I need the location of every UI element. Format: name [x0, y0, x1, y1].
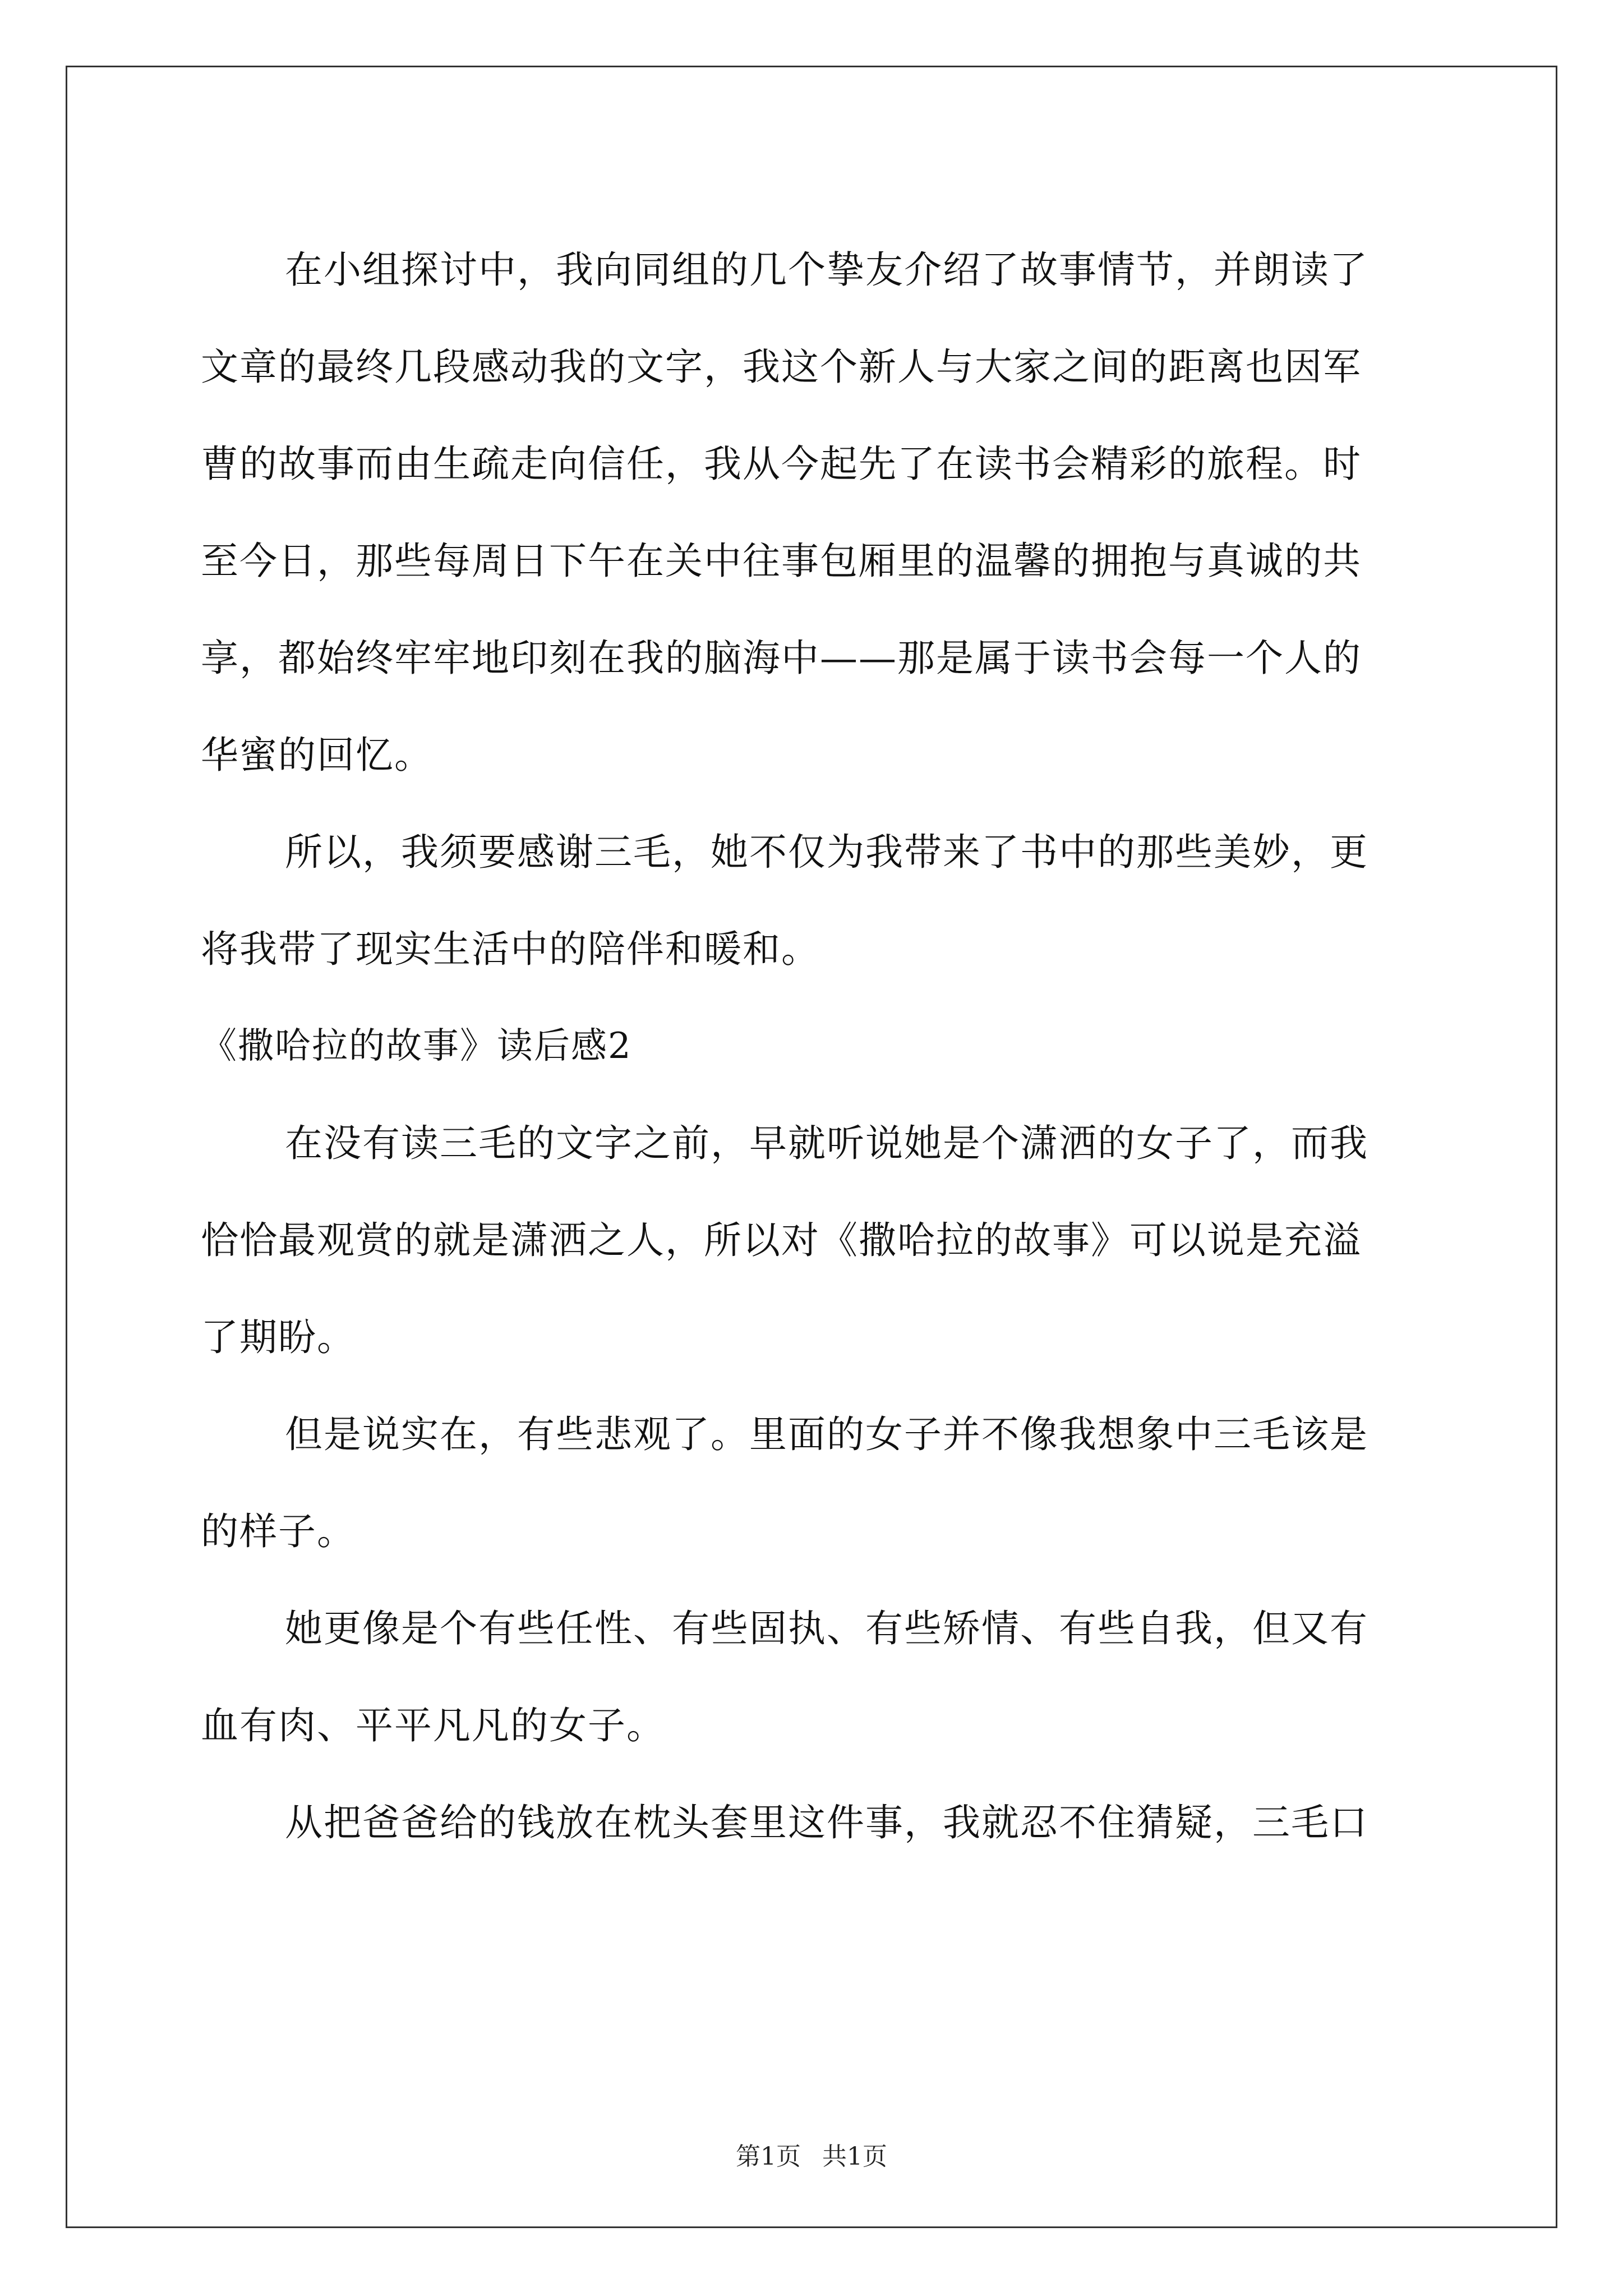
text-line: 曹的故事而由生疏走向信任，我从今起先了在读书会精彩的旅程。时: [201, 442, 1362, 486]
page-footer: [0, 2140, 1623, 2174]
page-number: 第1页: [736, 2142, 801, 2171]
text-line: 的样子。: [201, 1510, 356, 1553]
text-line: 血有肉、平平凡凡的女子。: [201, 1704, 665, 1747]
page-total: 共1页: [822, 2142, 887, 2171]
text-line: 至今日，那些每周日下午在关中往事包厢里的温馨的拥抱与真诚的共: [201, 539, 1362, 583]
text-line: 恰恰最观赏的就是潇洒之人，所以对《撒哈拉的故事》可以说是充溢: [201, 1218, 1362, 1262]
text-line: 将我带了现实生活中的陪伴和暖和。: [201, 927, 820, 971]
text-line: 但是说实在，有些悲观了。里面的女子并不像我想象中三毛该是: [285, 1412, 1368, 1456]
text-line: 所以，我须要感谢三毛，她不仅为我带来了书中的那些美妙，更: [285, 830, 1368, 874]
section-heading: 《撒哈拉的故事》读后感2: [201, 1025, 632, 1067]
text-line: 文章的最终几段感动我的文字，我这个新人与大家之间的距离也因军: [201, 345, 1362, 389]
text-line: 华蜜的回忆。: [201, 733, 433, 777]
text-line: 了期盼。: [201, 1315, 356, 1359]
text-line: 在小组探讨中，我向同组的几个挚友介绍了故事情节，并朗读了: [285, 248, 1368, 292]
text-line: 在没有读三毛的文字之前，早就听说她是个潇洒的女子了，而我: [285, 1121, 1368, 1165]
text-line: 从把爸爸给的钱放在枕头套里这件事，我就忍不住猜疑，三毛口: [285, 1801, 1368, 1844]
document-body: [201, 222, 1423, 1871]
text-line: 她更像是个有些任性、有些固执、有些矫情、有些自我，但又有: [285, 1607, 1368, 1650]
text-line: 享，都始终牢牢地印刻在我的脑海中——那是属于读书会每一个人的: [201, 636, 1362, 680]
